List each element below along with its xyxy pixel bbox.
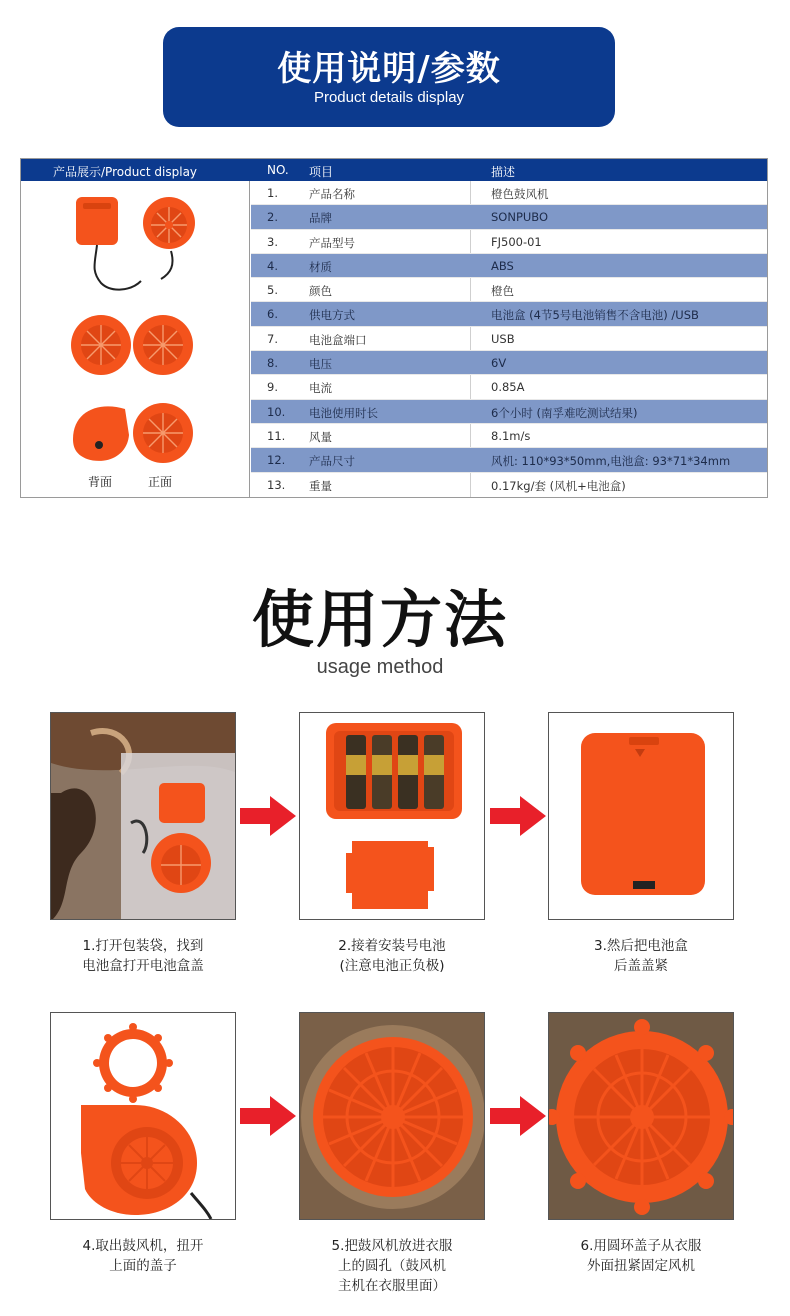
product-image-back-front [69, 399, 199, 469]
blower-ring-fixed-image [549, 1013, 734, 1220]
banner-subtitle: Product details display [313, 89, 465, 106]
arrow-right-icon [240, 796, 296, 836]
table-row: 5. 颜色 橙色 [251, 278, 767, 302]
step-6-photo [548, 1012, 734, 1220]
step-3-photo [548, 712, 734, 920]
table-row: 6. 供电方式 电池盒 (4节5号电池销售不含电池) /USB [251, 302, 767, 326]
packaging-bag-image [51, 713, 236, 920]
step-5-caption: 5.把鼓风机放进衣服 上的圆孔（鼓风机 主机在衣服里面） [331, 1238, 453, 1294]
step-4-photo [50, 1012, 236, 1220]
step-2-caption: 2.接着安装号电池 (注意电池正负极) [338, 938, 446, 974]
table-row: 12. 产品尺寸 风机: 110*93*50mm,电池盒: 93*71*34mm [251, 448, 767, 472]
spec-table [20, 158, 768, 498]
table-row: 8. 电压 6V [251, 351, 767, 375]
table-row: 11. 风量 8.1m/s [251, 424, 767, 448]
arrow-right-icon [490, 796, 546, 836]
spec-table-header [21, 159, 767, 181]
step-6-caption: 6.用圆环盖子从衣服 外面扭紧固定风机 [580, 1238, 702, 1274]
table-row: 3. 产品型号 FJ500-01 [251, 230, 767, 254]
table-row: 4. 材质 ABS [251, 254, 767, 278]
header-desc: 描述 [491, 165, 516, 179]
blower-in-fabric-image [300, 1013, 485, 1220]
blower-with-ring-image [51, 1013, 236, 1220]
step-5-photo [299, 1012, 485, 1220]
usage-subtitle: usage method [316, 656, 444, 678]
table-row: 1. 产品名称 橙色鼓风机 [251, 181, 767, 205]
arrow-right-icon [490, 1096, 546, 1136]
spec-rows [251, 181, 767, 497]
battery-box-closed-image [549, 713, 734, 920]
table-row: 13. 重量 0.17kg/套 (风机+电池盒) [267, 477, 626, 493]
product-display-column [21, 181, 250, 497]
product-image-blowers-top [69, 311, 199, 381]
caption-back: 背面 [88, 475, 113, 489]
step-1-caption: 1.打开包装袋，找到 电池盒打开电池盒盖 [82, 938, 204, 974]
banner-title: 使用说明/参数 [277, 49, 501, 89]
step-3-caption: 3.然后把电池盒 后盖盖紧 [594, 938, 688, 974]
arrow-right-icon [240, 1096, 296, 1136]
table-row: 7. 电池盒端口 USB [251, 327, 767, 351]
header-no: NO. [267, 163, 289, 177]
step-2-photo [299, 712, 485, 920]
step-1-photo [50, 712, 236, 920]
header-banner [163, 27, 615, 127]
table-row: 9. 电流 0.85A [251, 375, 767, 399]
usage-title: 使用方法 [251, 583, 508, 656]
table-row: 2. 品牌 SONPUBO [251, 205, 767, 229]
product-image-set [71, 193, 201, 303]
battery-box-open-image [300, 713, 485, 920]
header-display: 产品展示/Product display [53, 165, 198, 179]
caption-front: 正面 [148, 475, 173, 489]
header-item: 项目 [309, 165, 334, 179]
step-4-caption: 4.取出鼓风机，扭开 上面的盖子 [82, 1238, 204, 1274]
table-row: 10. 电池使用时长 6个小时 (南孚难吃测试结果) [251, 400, 767, 424]
